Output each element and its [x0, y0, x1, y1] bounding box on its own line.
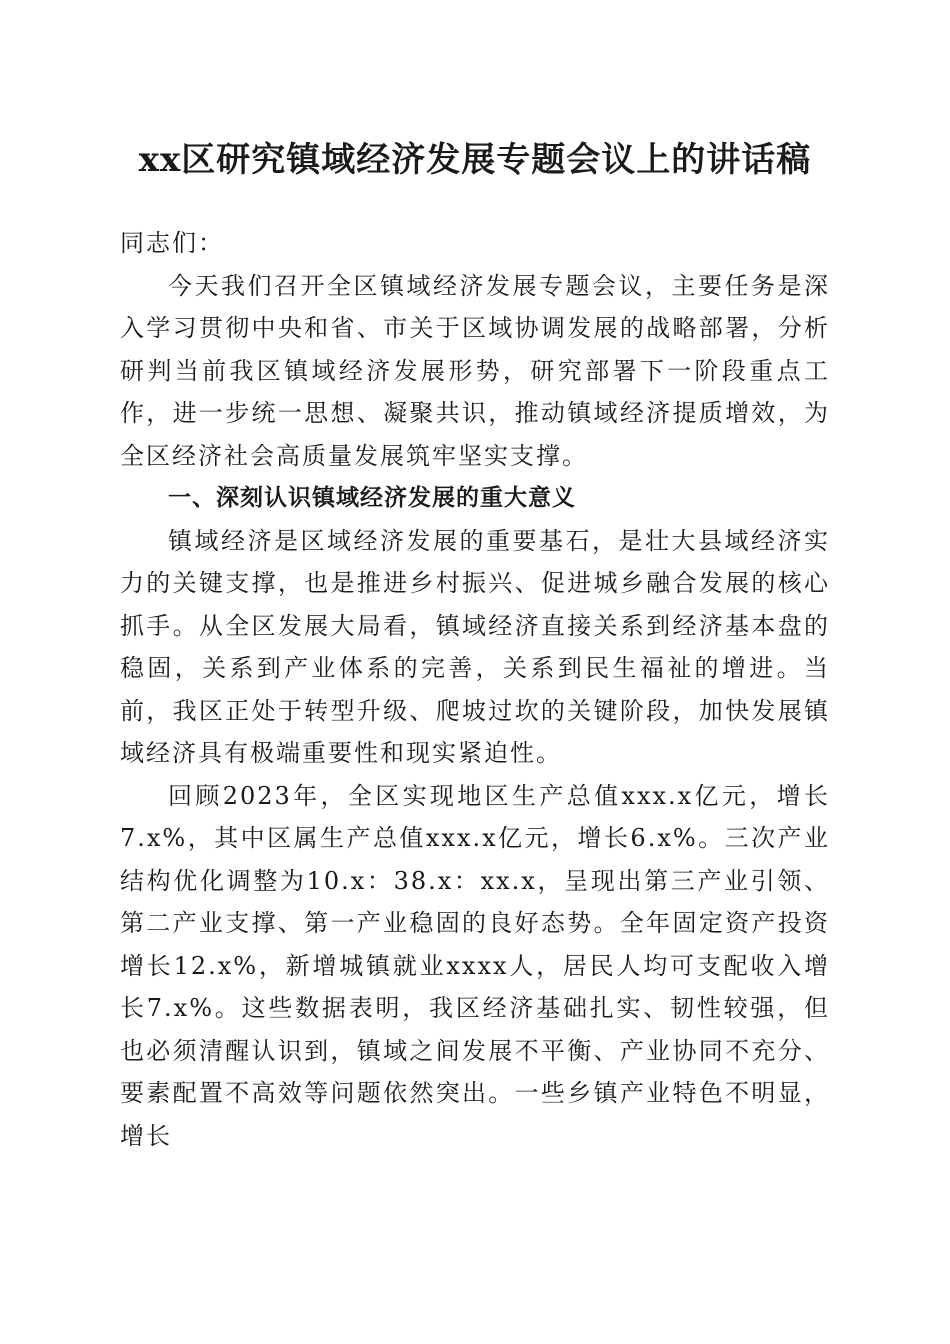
document-body	[120, 222, 830, 1157]
document-title: xx区研究镇域经济发展专题会议上的讲话稿	[138, 140, 812, 180]
paragraph-intro: 今天我们召开全区镇域经济发展专题会议，主要任务是深入学习贯彻中央和省、市关于区域协调发展的战略部署，分析研判当前我区镇域经济发展形势，研究部署下一阶段重点工作，进一步统一思想、凝聚共识，推动镇域经济提质增效，为全区经济社会高质量发展筑牢坚实支撑。	[120, 271, 830, 470]
paragraph-review-2023: 回顾2023年，全区实现地区生产总值xxx.x亿元，增长7.x%，其中区属生产总值xxx.x亿元，增长6.x%。三次产业结构优化调整为10.x：38.x：xx.x，呈现出第三产业引领、第二产业支撑、第一产业稳固的良好态势。全年固定资产投资增长12.x%，新增城镇就业xxxx人，居民人均可支配收入增长7.x%。这些数据表明，我区经济基础扎实、韧性较强，但也必须清醒认识到，镇域之间发展不平衡、产业协同不充分、要素配置不高效等问题依然突出。一些乡镇产业特色不明显，增长	[120, 781, 830, 1150]
paragraph-significance: 镇域经济是区域经济发展的重要基石，是壮大县域经济实力的关键支撑，也是推进乡村振兴、促进城乡融合发展的核心抓手。从全区发展大局看，镇域经济直接关系到经济基本盘的稳固，关系到产业体系的完善，关系到民生福祉的增进。当前，我区正处于转型升级、爬坡过坎的关键阶段，加快发展镇域经济具有极端重要性和现实紧迫性。	[120, 526, 830, 767]
section-heading-1: 一、深刻认识镇域经济发展的重大意义	[168, 485, 576, 511]
salutation: 同志们：	[120, 229, 224, 257]
